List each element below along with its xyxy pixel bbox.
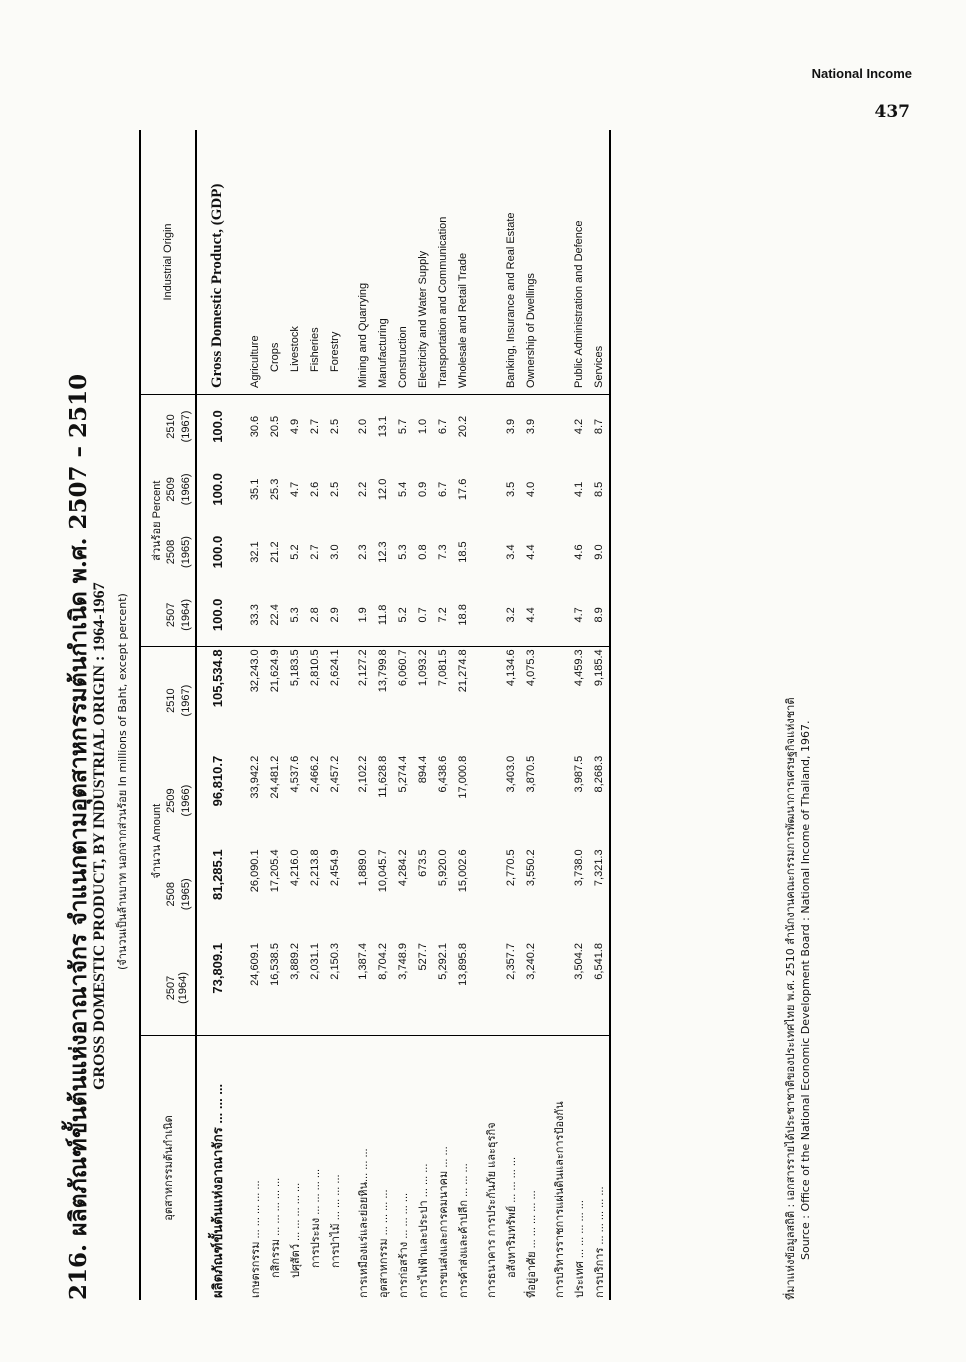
amount-cell: 3,748.9 — [397, 943, 409, 980]
amount-cell: 2,457.2 — [329, 755, 341, 793]
percent-cell: 22.4 — [265, 583, 285, 647]
percent-cell: 4.4 — [521, 583, 541, 647]
running-header-section: National Income — [811, 66, 912, 81]
percent-cell: 5.7 — [397, 418, 409, 435]
amount-cell: 21,624.9 — [269, 649, 281, 693]
row-thai-label: อุตสาหกรรม ... ... ... ... — [373, 1036, 393, 1301]
footnote-thai-source: ที่มาแห่งข้อมูลสถิติ : เอกสารรายได้ประชาชาติของประเทศไทย พ.ศ. 2510 สำนักงานคณะกรรมการพัฒนาการเศรษฐกิจแห่งชาติ — [784, 697, 797, 1300]
amount-cell: 24,609.1 — [249, 943, 261, 986]
percent-cell: 11.8 — [373, 583, 393, 647]
percent-cell: 20.5 — [269, 415, 281, 438]
percent-cell: 2.0 — [357, 418, 369, 435]
percent-cell: 32.1 — [249, 541, 261, 563]
percent-cell: 2.7 — [309, 544, 321, 560]
year-ce: (1965) — [180, 878, 192, 911]
amount-cell: 527.7 — [417, 943, 429, 971]
percent-cell: 30.6 — [249, 415, 261, 438]
row-thai-label: การไฟฟ้าและประปา ... ... ... — [413, 1036, 433, 1301]
amount-cell: 4,075.3 — [525, 649, 537, 687]
amount-cell: 6,438.6 — [437, 755, 449, 793]
percent-cell: 1.0 — [417, 418, 429, 435]
table-row — [413, 130, 433, 1300]
amount-cell — [481, 647, 501, 754]
amount-cell: 15,002.6 — [457, 849, 469, 893]
percent-cell: 6.7 — [437, 418, 449, 435]
amount-cell — [549, 647, 569, 754]
amount-cell: 10,045.7 — [377, 849, 389, 893]
percent-cell: 8.7 — [593, 418, 605, 435]
row-thai-label: ประเทศ ... ... ... ... ... — [569, 1036, 589, 1301]
table-row — [196, 130, 237, 1300]
percent-cell: 5.4 — [397, 481, 409, 498]
table-body — [196, 130, 610, 1300]
year-be: 2509 — [165, 788, 177, 813]
percent-cell: 2.7 — [309, 418, 321, 435]
amount-cell: 2,102.2 — [357, 755, 369, 793]
amount-cell: 24,481.2 — [269, 755, 281, 799]
year-ce: (1964) — [177, 972, 189, 1004]
percent-cell: 7.3 — [437, 544, 449, 560]
row-spacer — [473, 130, 481, 1300]
percent-cell — [481, 521, 501, 584]
table-row — [501, 130, 521, 1300]
amount-cell: 673.5 — [417, 849, 429, 877]
percent-cell: 3.2 — [501, 583, 521, 647]
table-row — [353, 130, 373, 1300]
amount-cell: 1,387.4 — [357, 943, 369, 980]
percent-cell: 13.1 — [377, 415, 389, 438]
amount-cell — [549, 941, 569, 1035]
amount-cell: 6,060.7 — [397, 649, 409, 687]
percent-cell: 8.9 — [589, 583, 610, 647]
row-spacer — [541, 130, 549, 1300]
amount-cell: 3,889.2 — [289, 943, 301, 980]
amount-cell: 2,150.3 — [329, 943, 341, 980]
percent-cell: 3.0 — [329, 544, 341, 560]
amount-cell — [549, 847, 569, 941]
percent-cell: 0.7 — [413, 583, 433, 647]
year-be: 2510 — [165, 688, 177, 713]
amount-cell — [549, 754, 569, 848]
thai-column-header: อุตสาหกรรมต้นกำเนิด — [140, 1036, 196, 1301]
gdp-table — [139, 130, 611, 1300]
row-thai-label: การขนส่งและการคมนาคม ... ... — [433, 1036, 453, 1301]
amount-cell: 3,870.5 — [525, 755, 537, 793]
row-thai-label: กสิกรรม ... ... ... ... ... — [265, 1036, 285, 1301]
amount-cell: 96,810.7 — [209, 755, 225, 807]
row-english-label: Transportation and Communication — [433, 130, 453, 395]
row-english-label: Banking, Insurance and Real Estate — [501, 130, 521, 395]
row-english-label: Gross Domestic Product, (GDP) — [196, 130, 237, 395]
row-thai-label: ผลิตภัณฑ์ขั้นต้นแห่งอาณาจักร ... ... ... — [196, 1036, 237, 1301]
percent-cell — [481, 395, 501, 459]
percent-cell: 2.6 — [309, 481, 321, 498]
table-row — [305, 130, 325, 1300]
percent-cell: 100.0 — [209, 473, 225, 506]
percent-cell: 25.3 — [269, 478, 281, 501]
row-english-label: Forestry — [325, 130, 345, 395]
percent-cell: 5.2 — [393, 583, 413, 647]
percent-cell: 20.2 — [457, 415, 469, 438]
amount-cell: 2,127.2 — [357, 649, 369, 687]
amount-cell: 5,292.1 — [437, 943, 449, 980]
rotated-table-block — [55, 110, 815, 1300]
row-english-label — [549, 130, 569, 395]
table-row — [453, 130, 473, 1300]
row-english-label: Construction — [393, 130, 413, 395]
percent-group-header: ส่วนร้อย Percent — [140, 395, 165, 647]
percent-cell: 3.9 — [505, 418, 517, 435]
percent-cell: 2.5 — [329, 481, 341, 498]
footnote-english-source: Source : Office of the National Economic Development Board : National Income of Thailand, 1967. — [799, 720, 812, 1260]
table-row — [285, 130, 305, 1300]
amount-cell: 4,216.0 — [289, 849, 301, 887]
amount-cell: 1,889.0 — [357, 849, 369, 887]
amount-cell: 7,081.5 — [437, 649, 449, 687]
table-row — [433, 130, 453, 1300]
table-row — [373, 130, 393, 1300]
percent-cell: 2.9 — [325, 583, 345, 647]
table-row — [569, 130, 589, 1300]
english-column-header: Industrial Origin — [140, 130, 196, 395]
percent-cell: 4.6 — [573, 544, 585, 560]
amount-cell: 4,459.3 — [573, 649, 585, 687]
row-english-label: Crops — [265, 130, 285, 395]
percent-cell: 6.7 — [437, 481, 449, 498]
table-row — [521, 130, 541, 1300]
amount-cell: 2,624.1 — [329, 649, 341, 687]
table-title-thai: 216. ผลิตภัณฑ์ขั้นต้นแห่งอาณาจักร จำแนกตามอุตสาหกรรมต้นกำเนิด พ.ศ. 2507 – 2510 — [65, 373, 92, 1300]
amount-cell: 2,810.5 — [309, 649, 321, 687]
amount-cell: 73,809.1 — [209, 943, 225, 994]
row-english-label: Services — [589, 130, 610, 395]
percent-cell — [549, 583, 569, 647]
amount-group-header: จำนวน Amount — [151, 803, 163, 879]
percent-cell: 9.0 — [593, 544, 605, 560]
amount-cell: 17,000.8 — [457, 755, 469, 799]
amount-cell: 2,357.7 — [505, 943, 517, 980]
year-be: 2510 — [165, 414, 177, 439]
table-row — [265, 130, 285, 1300]
amount-cell: 3,550.2 — [525, 849, 537, 887]
amount-cell: 6,541.8 — [593, 943, 605, 980]
table-row — [589, 130, 610, 1300]
row-english-label: Wholesale and Retail Trade — [453, 130, 473, 395]
percent-cell: 12.0 — [377, 478, 389, 501]
amount-cell: 11,628.8 — [377, 755, 389, 798]
row-english-label: Ownership of Dwellings — [521, 130, 541, 395]
row-thai-label: การบริการ ... ... ... ... ... — [589, 1036, 610, 1301]
year-be: 2507 — [165, 583, 177, 647]
row-thai-label: การเหมืองแร่และย่อยหิน... ... ... — [353, 1036, 373, 1301]
table-row — [549, 130, 569, 1300]
year-ce: (1966) — [180, 473, 192, 506]
percent-cell: 5.3 — [397, 544, 409, 560]
percent-cell: 12.3 — [377, 541, 389, 563]
percent-cell — [549, 521, 569, 584]
percent-cell: 7.2 — [433, 583, 453, 647]
percent-cell: 100.0 — [209, 410, 225, 443]
table-row — [245, 130, 265, 1300]
row-english-label: Mining and Quarrying — [353, 130, 373, 395]
row-spacer — [345, 130, 353, 1300]
row-thai-label: การธนาคาร การประกันภัย และธุรกิจ — [481, 1036, 501, 1301]
year-ce: (1964) — [177, 583, 196, 647]
row-english-label: Electricity and Water Supply — [413, 130, 433, 395]
row-english-label — [481, 130, 501, 395]
amount-cell: 3,987.5 — [573, 755, 585, 793]
percent-cell: 3.4 — [505, 544, 517, 560]
percent-cell: 17.6 — [457, 478, 469, 501]
amount-cell: 32,243.0 — [249, 649, 261, 693]
year-ce: (1967) — [180, 684, 192, 717]
row-english-label: Agriculture — [245, 130, 265, 395]
amount-cell: 81,285.1 — [209, 849, 225, 900]
amount-cell — [481, 941, 501, 1035]
percent-cell: 2.2 — [357, 481, 369, 498]
percent-cell: 4.7 — [569, 583, 589, 647]
year-be: 2508 — [165, 539, 177, 565]
amount-cell: 2,031.1 — [309, 943, 321, 980]
table-row — [393, 130, 413, 1300]
amount-cell: 2,454.9 — [329, 849, 341, 887]
amount-cell: 5,920.0 — [437, 849, 449, 887]
percent-cell: 33.3 — [245, 583, 265, 647]
percent-cell: 4.1 — [573, 481, 585, 498]
amount-cell: 13,799.8 — [377, 649, 389, 693]
percent-cell: 1.9 — [353, 583, 373, 647]
row-english-label: Livestock — [285, 130, 305, 395]
table-row — [325, 130, 345, 1300]
amount-cell: 17,205.4 — [269, 849, 281, 893]
row-spacer — [237, 130, 245, 1300]
row-thai-label: การค้าส่งและค้าปลีก ... ... ... — [453, 1036, 473, 1301]
page-number: 437 — [874, 102, 910, 122]
row-thai-label: ปศุสัตว์ ... ... ... ... ... — [285, 1036, 305, 1301]
amount-cell: 3,504.2 — [573, 943, 585, 980]
year-ce: (1967) — [180, 410, 192, 443]
amount-cell: 2,213.8 — [309, 849, 321, 887]
row-thai-label: การบริหารราชการแผ่นดินและการป้องกัน — [549, 1036, 569, 1301]
percent-cell: 3.5 — [505, 481, 517, 498]
amount-cell: 3,738.0 — [573, 849, 585, 887]
amount-cell: 5,183.5 — [289, 649, 301, 687]
amount-cell: 894.4 — [417, 755, 429, 784]
percent-cell: 8.5 — [593, 481, 605, 498]
percent-cell: 3.9 — [525, 418, 537, 435]
percent-cell: 5.3 — [285, 583, 305, 647]
year-ce: (1966) — [180, 784, 192, 817]
amount-cell: 4,284.2 — [397, 849, 409, 887]
row-thai-label: อสังหาริมทรัพย์ ... ... ... ... — [501, 1036, 521, 1301]
amount-cell: 1,093.2 — [417, 649, 429, 687]
amount-cell: 4,537.6 — [289, 755, 301, 793]
amount-cell — [481, 847, 501, 941]
row-thai-label: ที่อยู่อาศัย ... ... ... ... ... — [521, 1036, 541, 1301]
percent-cell: 2.3 — [357, 544, 369, 560]
row-english-label: Manufacturing — [373, 130, 393, 395]
amount-cell: 105,534.8 — [209, 649, 225, 708]
percent-cell: 35.1 — [249, 478, 261, 501]
percent-cell: 100.0 — [209, 535, 225, 569]
percent-cell: 18.8 — [453, 583, 473, 647]
percent-cell: 21.2 — [269, 541, 281, 563]
row-english-label: Fisheries — [305, 130, 325, 395]
year-ce: (1965) — [180, 536, 192, 568]
year-be: 2508 — [165, 881, 177, 907]
amount-cell: 4,134.6 — [505, 649, 517, 687]
amount-cell: 21,274.8 — [457, 649, 469, 693]
percent-cell: 18.5 — [457, 541, 469, 563]
amount-cell: 2,466.2 — [309, 755, 321, 793]
amount-cell: 8,268.3 — [593, 755, 605, 793]
amount-cell: 8,704.2 — [377, 943, 389, 980]
table-units-note: (จำนวนเป็นล้านบาท นอกจากส่วนร้อย In millions of Baht, except percent) — [116, 593, 129, 970]
amount-cell: 13,895.8 — [457, 943, 469, 986]
row-thai-label: การประมง ... ... ... ... — [305, 1036, 325, 1301]
percent-cell — [549, 395, 569, 459]
percent-cell: 4.0 — [525, 481, 537, 498]
percent-cell: 0.9 — [417, 481, 429, 498]
percent-cell — [549, 458, 569, 521]
amount-cell: 3,240.2 — [525, 943, 537, 980]
row-thai-label: เกษตรกรรม ... ... ... ... ... — [245, 1036, 265, 1301]
amount-cell: 26,090.1 — [249, 849, 261, 893]
percent-cell: 100.0 — [196, 583, 237, 647]
amount-cell — [481, 754, 501, 848]
percent-cell: 0.8 — [417, 544, 429, 560]
amount-cell: 7,321.3 — [593, 849, 605, 887]
row-english-label: Public Administration and Defence — [569, 130, 589, 395]
percent-cell: 2.5 — [329, 418, 341, 435]
percent-cell — [481, 458, 501, 521]
percent-cell: 4.9 — [289, 418, 301, 435]
year-be: 2509 — [165, 477, 177, 502]
percent-cell: 2.8 — [305, 583, 325, 647]
amount-cell: 3,403.0 — [505, 755, 517, 793]
amount-cell: 33,942.2 — [249, 755, 261, 799]
table-title-english: GROSS DOMESTIC PRODUCT, BY INDUSTRIAL ORIGIN : 1964-1967 — [91, 582, 108, 1090]
amount-cell: 2,770.5 — [505, 849, 517, 887]
row-thai-label: การก่อสร้าง ... ... ... ... — [393, 1036, 413, 1301]
table-row — [481, 130, 501, 1300]
percent-cell: 5.2 — [289, 544, 301, 560]
amount-cell: 5,274.4 — [397, 755, 409, 793]
amount-cell: 9,185.4 — [593, 649, 605, 687]
percent-cell: 4.4 — [525, 544, 537, 560]
percent-cell — [481, 583, 501, 647]
amount-cell: 16,538.5 — [269, 943, 281, 986]
year-be: 2507 — [165, 975, 177, 1001]
percent-cell: 4.7 — [289, 481, 301, 498]
percent-cell: 4.2 — [573, 418, 585, 435]
row-thai-label: การป่าไม้ ... ... ... ... — [325, 1036, 345, 1301]
